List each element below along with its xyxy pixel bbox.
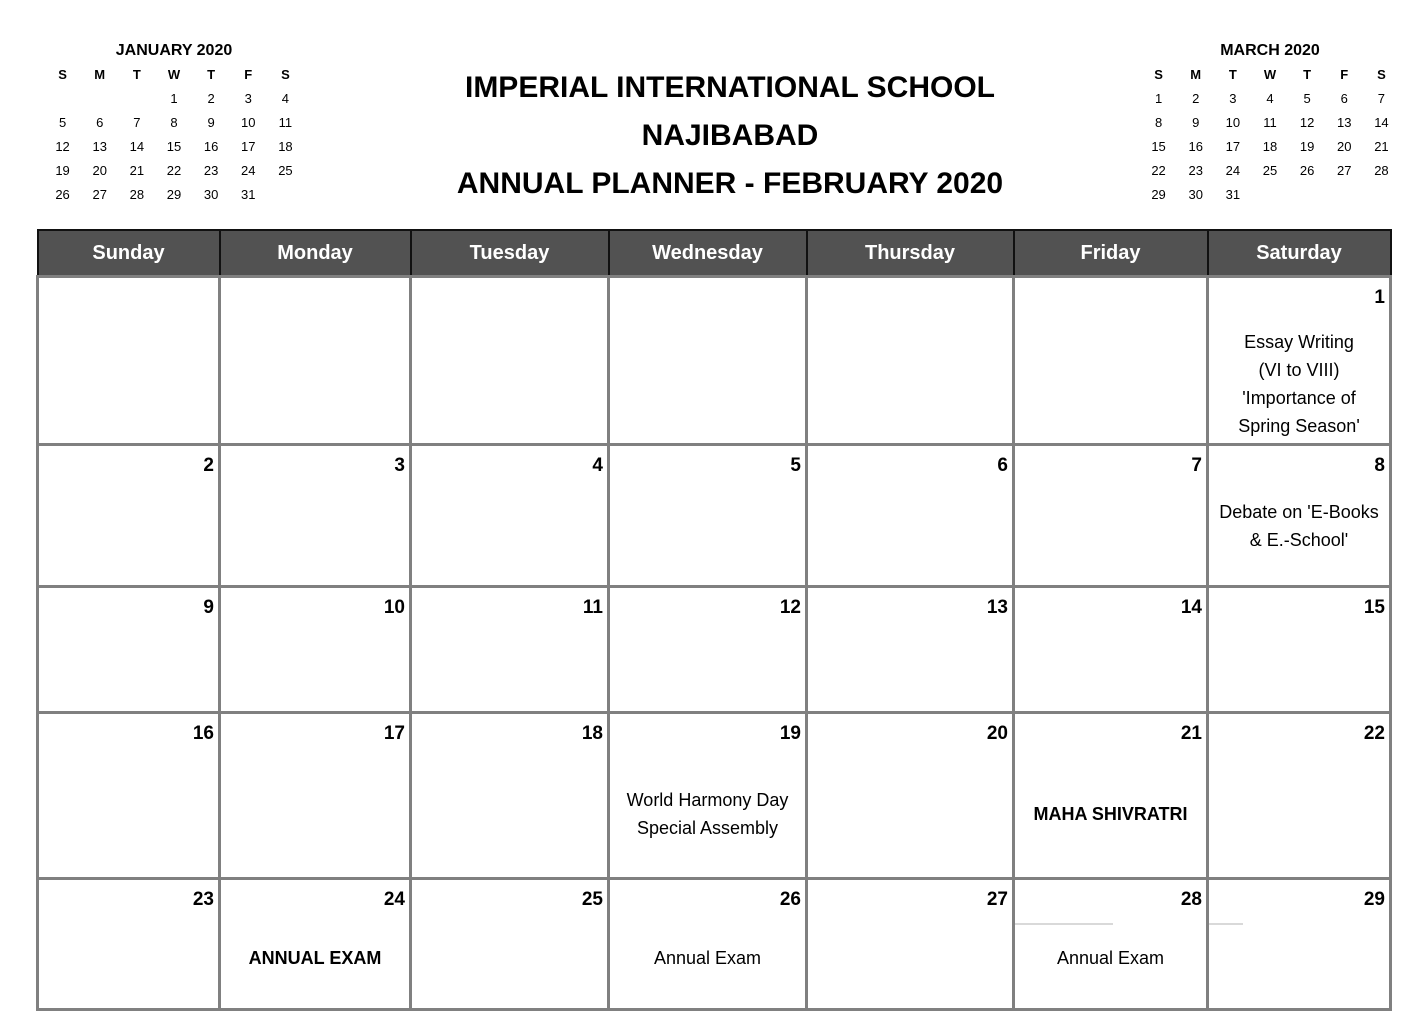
mini-day	[267, 182, 304, 206]
mini-day	[81, 86, 118, 110]
day-cell[interactable]	[38, 445, 220, 587]
event-line: Annual Exam	[1056, 948, 1165, 968]
mini-day: 24	[1225, 162, 1241, 178]
day-cell[interactable]	[609, 713, 807, 879]
mini-weekday-label: S	[58, 66, 67, 82]
header-titles	[430, 68, 1030, 212]
event-line: World Harmony Day	[626, 790, 789, 810]
event-line: Spring Season'	[1238, 416, 1360, 436]
day-number: 20	[986, 723, 1008, 744]
event-line: MAHA SHIVRATRI	[1033, 804, 1188, 824]
mini-day	[1251, 182, 1288, 206]
day-cell[interactable]	[1208, 879, 1391, 1010]
day-cell[interactable]	[807, 587, 1014, 713]
mini-day: 21	[1374, 138, 1389, 154]
mini-day: 14	[1374, 114, 1389, 130]
day-cell[interactable]	[1014, 587, 1208, 713]
day-number	[412, 278, 607, 310]
day-cell[interactable]	[609, 587, 807, 713]
mini-day: 11	[1263, 114, 1277, 130]
day-cell[interactable]	[807, 713, 1014, 879]
day-number: 16	[192, 723, 214, 744]
mini-day: 20	[92, 162, 107, 178]
day-number: 5	[790, 455, 801, 476]
event-text	[610, 944, 805, 972]
event-line: Special Assembly	[636, 818, 779, 838]
faint-line	[1209, 923, 1243, 925]
mini-day: 4	[1266, 90, 1274, 106]
mini-day: 18	[278, 138, 293, 154]
week-row	[38, 879, 1391, 1010]
week-row	[38, 277, 1391, 445]
school-name: IMPERIAL INTERNATIONAL SCHOOL	[464, 71, 995, 104]
mini-day: 16	[1188, 138, 1203, 154]
event-line: & E.-School'	[1249, 530, 1349, 550]
mini-day: 17	[241, 138, 256, 154]
day-number: 7	[1191, 455, 1202, 476]
mini-day: 2	[207, 90, 215, 106]
mini-weekday-label: F	[1340, 66, 1349, 82]
day-number: 8	[1374, 455, 1385, 476]
weekday-header-monday: Monday	[220, 230, 411, 277]
mini-week-row	[44, 134, 304, 158]
mini-day	[1363, 182, 1400, 206]
mini-weekday-label: M	[1190, 66, 1202, 82]
mini-day: 5	[1303, 90, 1311, 106]
day-number: 18	[581, 723, 603, 744]
mini-day: 19	[1299, 138, 1315, 154]
day-cell[interactable]	[1208, 445, 1391, 587]
day-number: 2	[203, 455, 214, 476]
day-cell[interactable]	[411, 445, 609, 587]
mini-day	[44, 86, 81, 110]
mini-day: 29	[166, 186, 182, 202]
weekday-header-saturday: Saturday	[1208, 230, 1391, 277]
event-line: Annual Exam	[653, 948, 762, 968]
mini-day: 6	[1340, 90, 1348, 106]
mini-day: 29	[1151, 186, 1166, 202]
mini-weekday-label: M	[94, 66, 106, 82]
mini-day: 11	[278, 114, 293, 130]
day-number	[39, 278, 218, 310]
mini-day: 31	[241, 186, 256, 202]
day-cell[interactable]	[220, 879, 411, 1010]
mini-week-row	[44, 86, 304, 110]
mini-weekday-label: T	[1303, 66, 1312, 82]
mini-day	[118, 86, 155, 110]
mini-day: 9	[1192, 114, 1200, 130]
day-cell[interactable]	[38, 713, 220, 879]
mini-day: 22	[166, 162, 182, 178]
mini-day: 14	[129, 138, 145, 154]
day-cell[interactable]	[807, 445, 1014, 587]
mini-week-row	[1140, 182, 1400, 206]
day-cell[interactable]	[807, 277, 1014, 445]
day-number: 22	[1363, 723, 1385, 744]
mini-week-row	[1140, 110, 1400, 134]
mini-day: 26	[1299, 162, 1315, 178]
mini-day: 18	[1262, 138, 1278, 154]
event-line: 'Importance of	[1242, 388, 1356, 408]
event-text	[1209, 328, 1389, 440]
mini-calendar-table	[1140, 62, 1400, 206]
mini-day: 1	[170, 90, 178, 106]
day-number: 24	[383, 889, 405, 910]
day-number: 19	[779, 723, 801, 744]
day-number	[610, 278, 805, 310]
day-number: 4	[592, 455, 603, 476]
day-cell[interactable]	[220, 587, 411, 713]
day-cell[interactable]	[411, 587, 609, 713]
event-line: (VI to VIII)	[1258, 360, 1340, 380]
week-row	[38, 587, 1391, 713]
mini-week-row	[1140, 134, 1400, 158]
mini-week-row	[44, 182, 304, 206]
day-number: 9	[203, 597, 214, 618]
day-number: 17	[383, 723, 405, 744]
mini-day: 25	[278, 162, 293, 178]
day-cell[interactable]	[609, 277, 807, 445]
mini-day: 31	[1225, 186, 1241, 202]
mini-day: 10	[1225, 114, 1241, 130]
day-cell[interactable]	[411, 879, 609, 1010]
day-number: 29	[1363, 889, 1385, 910]
week-row	[38, 445, 1391, 587]
day-cell[interactable]	[220, 277, 411, 445]
mini-calendar-title: JANUARY 2020	[115, 42, 233, 59]
mini-day: 3	[244, 90, 252, 106]
mini-calendar-table	[44, 62, 304, 206]
day-cell[interactable]	[411, 713, 609, 879]
weekday-header-wednesday: Wednesday	[609, 230, 807, 277]
mini-weekday-label: S	[1377, 66, 1386, 82]
day-number: 15	[1363, 597, 1385, 618]
day-cell[interactable]	[1208, 277, 1391, 445]
mini-day: 7	[133, 114, 141, 130]
day-cell[interactable]	[1014, 277, 1208, 445]
day-cell[interactable]	[220, 445, 411, 587]
day-number	[1015, 278, 1206, 310]
day-cell[interactable]	[807, 879, 1014, 1010]
mini-day: 21	[129, 162, 145, 178]
day-number: 3	[394, 455, 405, 476]
mini-day: 30	[1188, 186, 1203, 202]
mini-day: 27	[1337, 162, 1352, 178]
mini-weekday-label: T	[1228, 66, 1237, 82]
mini-day: 15	[166, 138, 182, 154]
mini-day: 12	[55, 138, 70, 154]
day-number: 27	[986, 889, 1008, 910]
mini-day: 24	[241, 162, 256, 178]
mini-day: 8	[1154, 114, 1163, 130]
mini-calendar-march	[1140, 40, 1400, 206]
day-cell[interactable]	[1208, 587, 1391, 713]
day-cell[interactable]	[38, 587, 220, 713]
mini-weekday-label: S	[1154, 66, 1163, 82]
event-text	[1015, 944, 1206, 972]
mini-day: 27	[92, 186, 107, 202]
mini-day: 17	[1225, 138, 1241, 154]
day-number: 11	[582, 597, 603, 618]
day-cell[interactable]	[220, 713, 411, 879]
day-cell[interactable]	[1208, 713, 1391, 879]
mini-day: 13	[92, 138, 107, 154]
mini-day: 5	[58, 114, 67, 130]
mini-day: 22	[1151, 162, 1166, 178]
day-cell[interactable]	[1014, 445, 1208, 587]
mini-day: 28	[1374, 162, 1389, 178]
event-text	[1015, 800, 1206, 828]
day-cell[interactable]	[38, 277, 220, 445]
day-number: 28	[1180, 889, 1202, 910]
day-cell[interactable]	[609, 879, 807, 1010]
day-cell[interactable]	[1014, 879, 1208, 1010]
mini-day: 16	[203, 138, 219, 154]
mini-weekday-label: W	[167, 66, 181, 82]
day-number: 13	[986, 597, 1008, 618]
day-cell[interactable]	[411, 277, 609, 445]
mini-day: 25	[1262, 162, 1278, 178]
mini-day	[1326, 182, 1363, 206]
mini-calendar-january	[44, 40, 304, 206]
event-text	[221, 944, 409, 972]
weekday-header-thursday: Thursday	[807, 230, 1014, 277]
mini-day: 8	[170, 114, 178, 130]
day-number	[221, 278, 409, 310]
day-number	[808, 278, 1012, 310]
mini-day: 9	[207, 114, 215, 130]
mini-calendar-title: MARCH 2020	[1220, 42, 1320, 59]
mini-day: 23	[203, 162, 219, 178]
weekday-header-sunday: Sunday	[38, 230, 220, 277]
mini-day: 26	[55, 186, 70, 202]
mini-day: 13	[1337, 114, 1352, 130]
day-number: 14	[1180, 597, 1202, 618]
weekday-header-tuesday: Tuesday	[411, 230, 609, 277]
mini-day: 1	[1154, 90, 1163, 106]
mini-day: 4	[281, 90, 290, 106]
mini-day: 10	[241, 114, 256, 130]
mini-week-row	[1140, 86, 1400, 110]
mini-day: 15	[1151, 138, 1166, 154]
weekday-header-friday: Friday	[1014, 230, 1208, 277]
day-number: 21	[1180, 723, 1202, 744]
week-row	[38, 713, 1391, 879]
mini-day: 2	[1192, 90, 1200, 106]
planner-grid	[36, 229, 1392, 1011]
faint-line	[1015, 923, 1113, 925]
event-text	[610, 786, 805, 842]
day-number: 23	[192, 889, 214, 910]
mini-weekday-label: T	[132, 66, 141, 82]
mini-day: 28	[129, 186, 145, 202]
day-cell[interactable]	[609, 445, 807, 587]
mini-weekday-label: F	[244, 66, 253, 82]
mini-day: 19	[55, 162, 70, 178]
day-cell[interactable]	[38, 879, 220, 1010]
mini-week-row	[1140, 158, 1400, 182]
day-cell[interactable]	[1014, 713, 1208, 879]
day-number: 12	[779, 597, 801, 618]
mini-day: 3	[1229, 90, 1237, 106]
mini-weekday-label: W	[1263, 66, 1277, 82]
event-line: Essay Writing	[1244, 332, 1354, 352]
mini-day: 7	[1377, 90, 1386, 106]
mini-day: 12	[1299, 114, 1315, 130]
day-number: 10	[383, 597, 405, 618]
mini-week-row	[44, 110, 304, 134]
city-name: NAJIBABAD	[641, 119, 819, 152]
day-number: 6	[997, 455, 1008, 476]
mini-day	[1289, 182, 1326, 206]
event-line: ANNUAL EXAM	[248, 948, 382, 968]
mini-week-row	[44, 158, 304, 182]
mini-day: 23	[1188, 162, 1203, 178]
mini-day: 30	[203, 186, 219, 202]
weekday-header-row	[38, 230, 1391, 277]
planner-title: ANNUAL PLANNER - FEBRUARY 2020	[456, 167, 1004, 200]
day-number: 26	[779, 889, 801, 910]
event-text	[1209, 498, 1389, 554]
day-number: 1	[1374, 287, 1385, 308]
mini-weekday-label: S	[281, 66, 290, 82]
event-line: Debate on 'E-Books	[1219, 502, 1379, 522]
mini-day: 6	[96, 114, 104, 130]
mini-weekday-label: T	[207, 66, 216, 82]
day-number: 25	[581, 889, 603, 910]
mini-day: 20	[1337, 138, 1352, 154]
